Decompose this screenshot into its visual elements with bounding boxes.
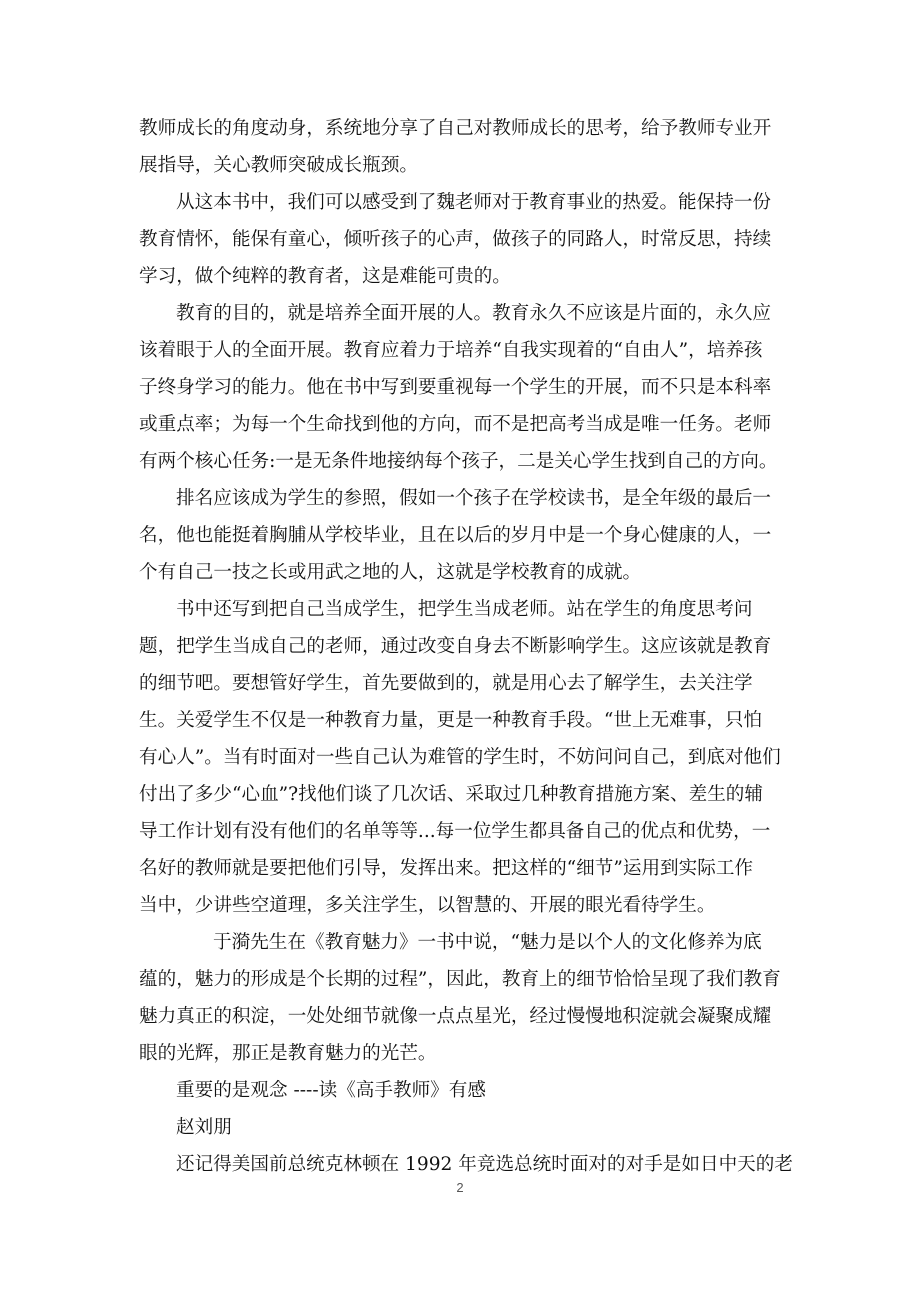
text-line: 蕴的，魅力的形成是个长期的过程”，因此，教育上的细节恰恰呈现了我们教育	[139, 969, 781, 990]
text-line: 该着眼于人的全面开展。教育应着力于培养“自我实现着的“自由人”，培养孩	[139, 340, 763, 361]
text-line: 书中还写到把自己当成学生，把学生当成老师。站在学生的角度思考问	[176, 599, 753, 620]
text-line: 子终身学习的能力。他在书中写到要重视每一个学生的开展，而不只是本科率	[139, 377, 772, 398]
text-line: 题，把学生当成自己的老师，通过改变自身去不断影响学生。这应该就是教育	[139, 636, 772, 657]
text-line: 个有自己一技之长或用武之地的人，这就是学校教育的成就。	[139, 562, 642, 583]
page-body-text	[139, 110, 793, 1183]
text-line: 教育情怀，能保有童心，倾听孩子的心声，做孩子的同路人，时常反思，持续	[139, 229, 772, 250]
text-line: 名，他也能挺着胸脯从学校毕业，且在以后的岁月中是一个身心健康的人，一	[139, 525, 772, 546]
text-line: 教师成长的角度动身，系统地分享了自己对教师成长的思考，给予教师专业开	[139, 118, 772, 139]
text-line: 于漪先生在《教育魅力》一书中说，“魅力是以个人的文化修养为底	[213, 932, 762, 953]
text-line: 排名应该成为学生的参照，假如一个孩子在学校读书，是全年级的最后一	[176, 488, 772, 509]
text-line: 学习，做个纯粹的教育者，这是难能可贵的。	[139, 266, 511, 287]
text-line: 生。关爱学生不仅是一种教育力量，更是一种教育手段。“世上无难事，只怕	[139, 710, 763, 731]
text-line: 从这本书中，我们可以感受到了魏老师对于教育事业的热爱。能保持一份	[176, 192, 772, 213]
page-number: 2	[456, 1180, 464, 1195]
text-line: 重要的是观念 ----读《高手教师》有感	[176, 1080, 486, 1101]
text-line: 的细节吧。要想管好学生，首先要做到的，就是用心去了解学生，去关注学	[139, 673, 753, 694]
text-line: 有两个核心任务:一是无条件地接纳每个孩子，二是关心学生找到自己的方向。	[139, 451, 778, 472]
text-line: 当中，少讲些空道理，多关注学生，以智慧的、开展的眼光看待学生。	[139, 895, 716, 916]
text-line: 导工作计划有没有他们的名单等等...每一位学生都具备自己的优点和优势，一	[139, 821, 771, 842]
text-line: 或重点率；为每一个生命找到他的方向，而不是把高考当成是唯一任务。老师	[139, 414, 772, 435]
text-line: 眼的光辉，那正是教育魅力的光芒。	[139, 1043, 437, 1064]
text-line: 付出了多少“心血”?找他们谈了几次话、采取过几种教育措施方案、差生的辅	[139, 784, 763, 805]
text-line: 魅力真正的积淀，一处处细节就像一点点星光，经过慢慢地积淀就会凝聚成耀	[139, 1006, 772, 1027]
text-line: 有心人”。当有时面对一些自己认为难管的学生时，不妨问问自己，到底对他们	[139, 747, 781, 768]
text-line: 赵刘朋	[176, 1117, 232, 1138]
text-line: 名好的教师就是要把他们引导，发挥出来。把这样的“细节”运用到实际工作	[139, 858, 754, 879]
text-line: 教育的目的，就是培养全面开展的人。教育永久不应该是片面的，永久应	[176, 303, 772, 324]
text-line: 还记得美国前总统克林顿在 1992 年竞选总统时面对的对手是如日中天的老	[176, 1154, 793, 1175]
text-line: 展指导，关心教师突破成长瓶颈。	[139, 155, 418, 176]
